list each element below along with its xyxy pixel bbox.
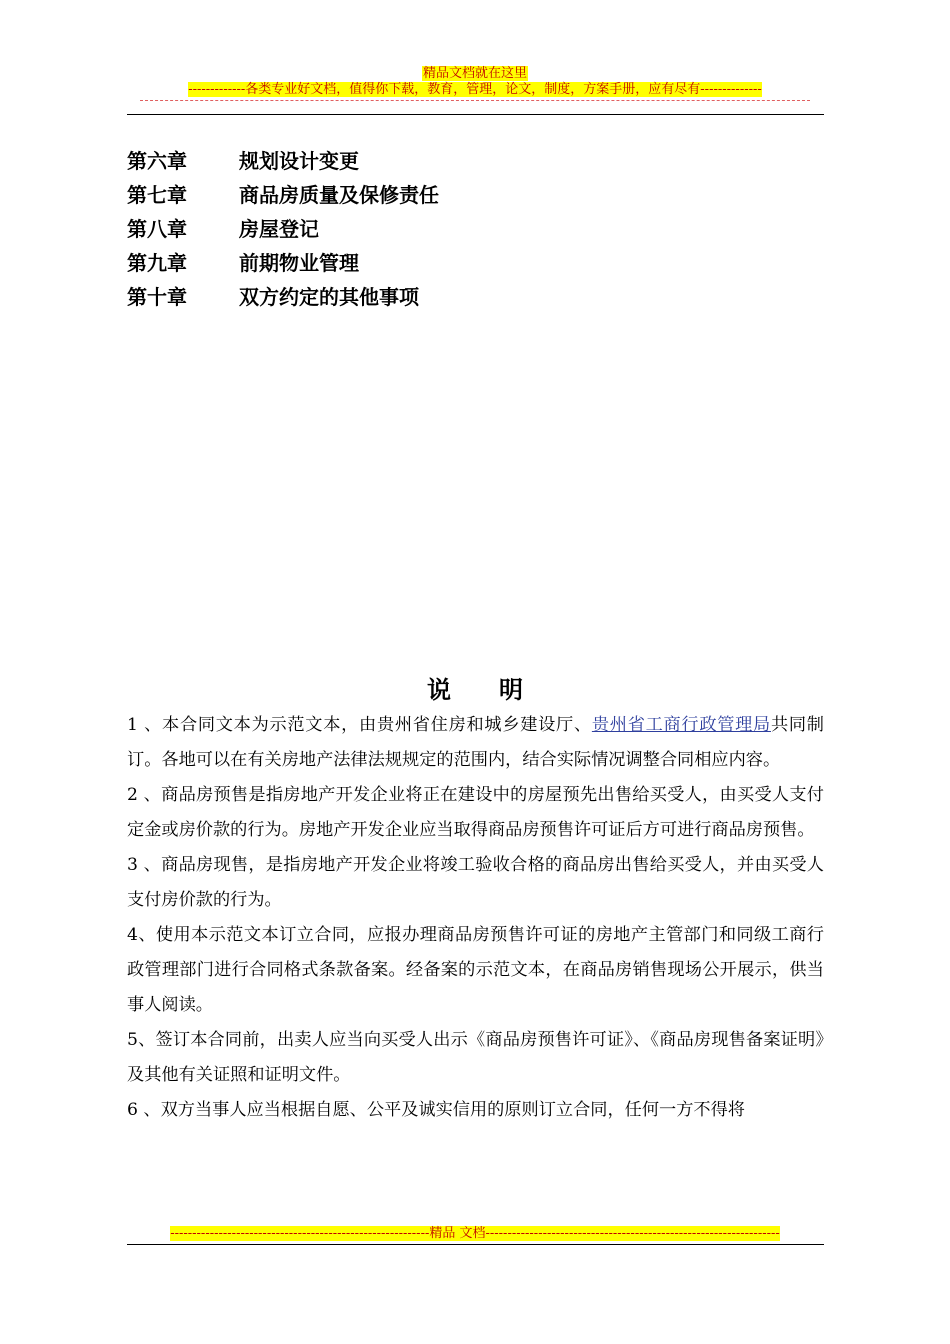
paragraph-2: 2 、商品房预售是指房地产开发企业将正在建设中的房屋预先出售给买受人，由买受人支付定金或房价款的行为。房地产开发企业应当取得商品房预售许可证后方可进行商品房预售。 — [127, 785, 824, 840]
paragraph-text: 1 、本合同文本为示范文本，由贵州省住房和城乡建设厅、 — [127, 715, 592, 735]
header-title: 精品文档就在这里 — [422, 66, 527, 81]
chapter-title: 商品房质量及保修责任 — [239, 182, 439, 207]
chapter-title: 房屋登记 — [239, 216, 319, 241]
section-title — [0, 670, 950, 705]
paragraph-3: 3 、商品房现售，是指房地产开发企业将竣工验收合格的商品房出售给买受人，并由买受人支付房价款的行为。 — [127, 855, 824, 910]
chapter-item — [127, 176, 439, 210]
paragraph-1 — [127, 708, 824, 778]
header-rule — [127, 114, 824, 115]
chapter-number: 第十章 — [127, 284, 187, 309]
section-title-char: 明 — [499, 676, 523, 704]
paragraph-text: 共同制订。各地可以在有关房地产法律法规规定的范围内，结合实际情况调整合同相应内容。 — [127, 715, 824, 770]
chapter-item — [127, 210, 439, 244]
header-banner: -------------各类专业好文档，值得你下载，教育，管理，论文，制度，方案手册，应有尽有-------------- — [188, 82, 762, 97]
chapter-number: 第九章 — [127, 250, 187, 275]
chapter-list — [127, 142, 439, 312]
chapter-title: 前期物业管理 — [239, 250, 359, 275]
chapter-item — [127, 244, 439, 278]
instructions-body — [127, 708, 824, 1128]
chapter-number: 第六章 — [127, 148, 187, 173]
chapter-number: 第八章 — [127, 216, 187, 241]
section-title-char: 说 — [427, 676, 451, 704]
footer-rule — [127, 1244, 824, 1245]
paragraph-4: 4、使用本示范文本订立合同，应报办理商品房预售许可证的房地产主管部门和同级工商行政管理部门进行合同格式条款备案。经备案的示范文本，在商品房销售现场公开展示，供当事人阅读。 — [127, 925, 824, 1015]
footer-banner: -----------------------------------------------------------精品 文档------------------------------------------------------------------- — [170, 1226, 780, 1241]
chapter-title: 双方约定的其他事项 — [239, 284, 419, 309]
paragraph-5: 5、签订本合同前，出卖人应当向买受人出示《商品房预售许可证》、《商品房现售备案证明》及其他有关证照和证明文件。 — [127, 1030, 824, 1085]
chapter-title: 规划设计变更 — [239, 148, 359, 173]
paragraph-6: 6 、双方当事人应当根据自愿、公平及诚实信用的原则订立合同，任何一方不得将 — [127, 1100, 745, 1120]
bureau-link[interactable]: 贵州省工商行政管理局 — [591, 715, 771, 735]
header-dashed-divider — [140, 100, 810, 111]
chapter-item — [127, 142, 439, 176]
chapter-item — [127, 278, 439, 312]
chapter-number: 第七章 — [127, 182, 187, 207]
